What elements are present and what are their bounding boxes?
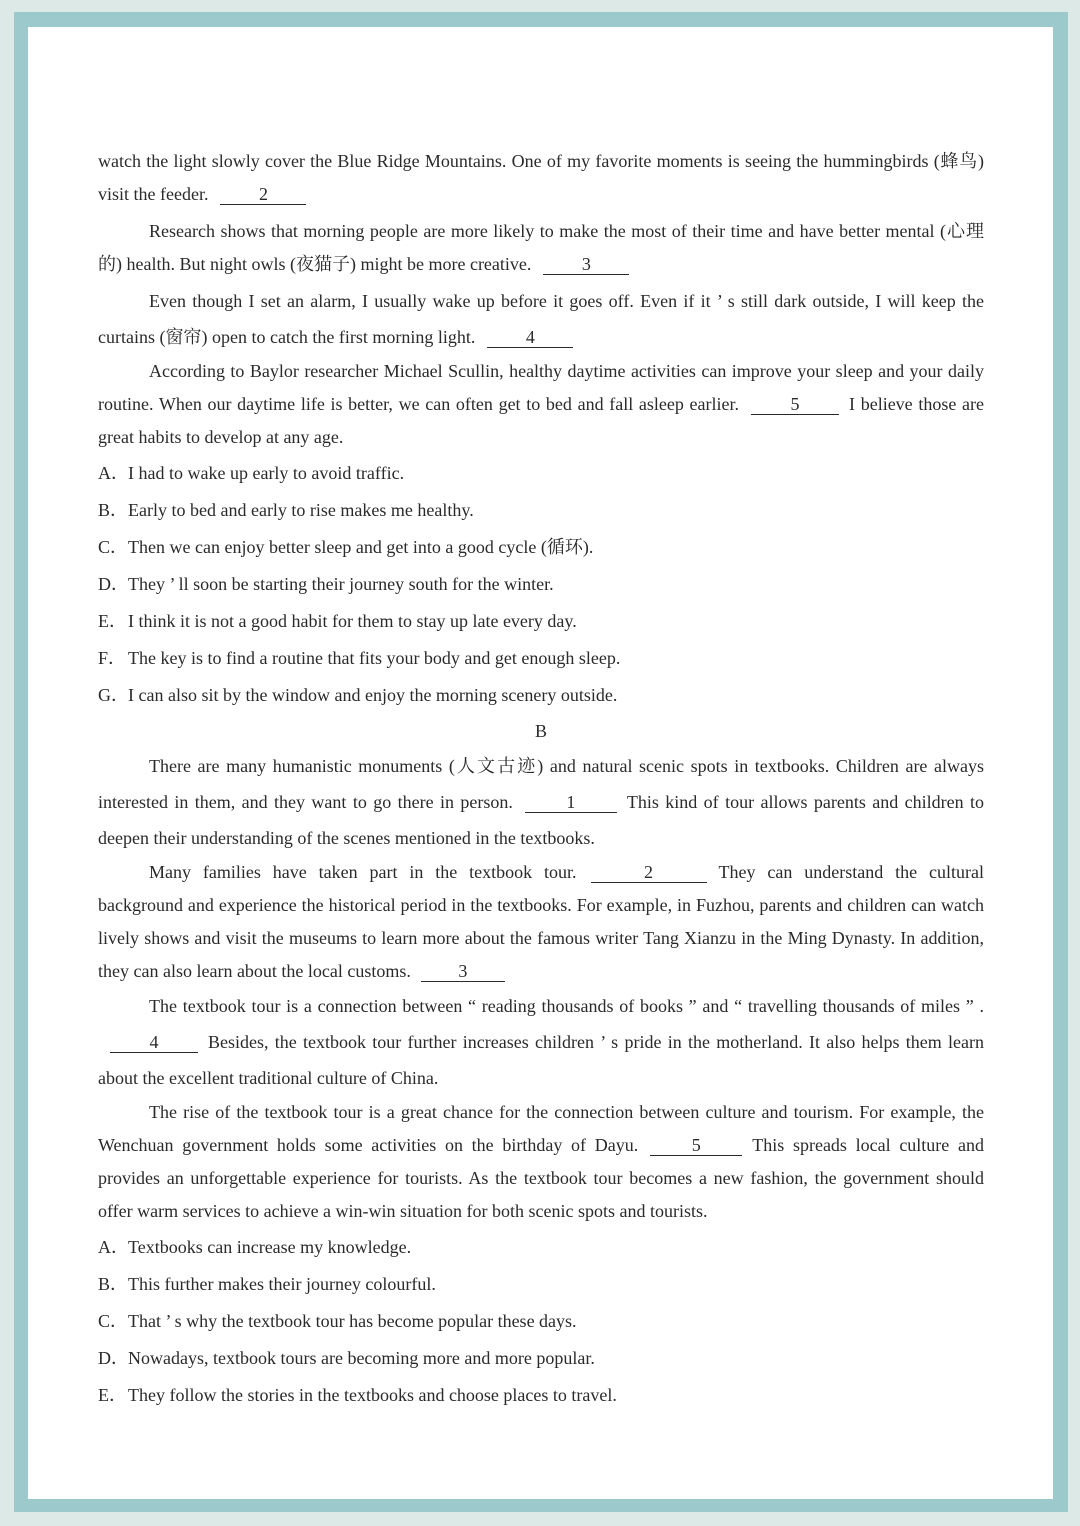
paragraph-text: Even though I set an alarm, I usually wake up before it goes off. Even if it ’ s still dark outside, I will keep the curtains (窗帘) open to catch the first morning light. <box>98 291 984 347</box>
option-letter: E． <box>98 1385 127 1405</box>
paragraph-text: Besides, the textbook tour further increases children ’ s pride in the motherland. It also helps them learn about the excellent traditional culture of China. <box>98 1032 984 1088</box>
section-b-paragraph-1 <box>98 748 984 856</box>
paragraph-text: They can understand the cultural background and experience the historical period in the textbooks. For example, in Fuzhou, parents and children can watch lively shows and visit the museums to learn more about the famous writer Tang Xianzu in the Ming Dynasty. In addition, they can also learn about the local customs. <box>98 862 984 981</box>
option-g[interactable] <box>98 677 984 714</box>
paragraph-text: The textbook tour is a connection between “ reading thousands of books ” and “ travelling thousands of miles ” . <box>149 996 984 1016</box>
answer-blank-b3[interactable]: 3 <box>421 961 505 982</box>
answer-blank-b5[interactable]: 5 <box>650 1135 742 1156</box>
option-letter: B． <box>98 1274 129 1294</box>
option-letter: F． <box>98 648 127 668</box>
option-letter: G． <box>98 685 129 705</box>
option-letter: D． <box>98 574 129 594</box>
option-text: Early to bed and early to rise makes me healthy. <box>128 500 474 520</box>
section-b-heading: B <box>534 721 547 741</box>
section-b-paragraph-4 <box>98 1096 984 1228</box>
option-text: I had to wake up early to avoid traffic. <box>128 463 405 483</box>
option-text: I think it is not a good habit for them to stay up late every day. <box>128 611 577 631</box>
option-letter: D． <box>98 1348 129 1368</box>
option-letter: C． <box>98 1311 129 1331</box>
section-a-paragraph-3 <box>98 283 984 355</box>
option-letter: B． <box>98 500 129 520</box>
option-letter: C． <box>98 537 129 557</box>
section-b-paragraph-2 <box>98 856 984 988</box>
option-f[interactable] <box>98 640 984 677</box>
paragraph-text: Research shows that morning people are more likely to make the most of their time and have better mental (心理的) health. But night owls (夜猫子) might be more creative. <box>98 221 984 274</box>
option-text: That ’ s why the textbook tour has become popular these days. <box>128 1311 577 1331</box>
paragraph-text: This spreads local culture and provides an unforgettable experience for tourists. As the textbook tour becomes a new fashion, the government should offer warm services to achieve a win-win situation for both scenic spots and tourists. <box>98 1135 984 1221</box>
option-text: I can also sit by the window and enjoy the morning scenery outside. <box>128 685 618 705</box>
answer-blank-a3[interactable]: 3 <box>543 254 629 275</box>
option-a[interactable] <box>98 1229 984 1266</box>
passage-content <box>98 145 984 1414</box>
option-c[interactable] <box>98 1303 984 1340</box>
option-text: Textbooks can increase my knowledge. <box>128 1237 412 1257</box>
answer-blank-a4[interactable]: 4 <box>487 327 573 348</box>
option-text: They follow the stories in the textbooks and choose places to travel. <box>128 1385 617 1405</box>
option-text: They ’ ll soon be starting their journey south for the winter. <box>128 574 554 594</box>
section-a-paragraph-4 <box>98 355 984 454</box>
paragraph-text: watch the light slowly cover the Blue Ridge Mountains. One of my favorite moments is seeing the hummingbirds (蜂鸟) visit the feeder. <box>98 151 984 204</box>
option-text: The key is to find a routine that fits your body and get enough sleep. <box>128 648 621 668</box>
option-d[interactable] <box>98 1340 984 1377</box>
section-a-paragraph-1 <box>98 145 984 211</box>
option-d[interactable] <box>98 566 984 603</box>
answer-blank-a5[interactable]: 5 <box>751 394 839 415</box>
answer-blank-b4[interactable]: 4 <box>110 1032 198 1053</box>
section-a-paragraph-2 <box>98 215 984 281</box>
section-b-options <box>98 1229 984 1414</box>
option-b[interactable] <box>98 492 984 529</box>
section-a-options <box>98 455 984 714</box>
document-page <box>28 27 1053 1499</box>
paragraph-text: There are many humanistic monuments (人文古迹) and natural scenic spots in textbooks. Children are always interested in them, and they want to go there in person. <box>98 756 984 812</box>
paragraph-text: According to Baylor researcher Michael Scullin, healthy daytime activities can improve your sleep and your daily routine. When our daytime life is better, we can often get to bed and fall asleep earlier. <box>98 361 984 414</box>
option-letter: A． <box>98 1237 129 1257</box>
paragraph-text: This kind of tour allows parents and children to deepen their understanding of the scenes mentioned in the textbooks. <box>98 792 984 848</box>
paragraph-text: The rise of the textbook tour is a great chance for the connection between culture and tourism. For example, the Wenchuan government holds some activities on the birthday of Dayu. <box>98 1102 984 1155</box>
option-b[interactable] <box>98 1266 984 1303</box>
paragraph-text: Many families have taken part in the textbook tour. <box>149 862 577 882</box>
option-e[interactable] <box>98 1377 984 1414</box>
option-text: Then we can enjoy better sleep and get into a good cycle (循环). <box>128 537 594 557</box>
answer-blank-a2[interactable]: 2 <box>220 184 306 205</box>
option-text: This further makes their journey colourful. <box>128 1274 436 1294</box>
option-letter: A． <box>98 463 129 483</box>
answer-blank-b1[interactable]: 1 <box>525 792 617 813</box>
section-b-paragraph-3 <box>98 988 984 1096</box>
answer-blank-b2[interactable]: 2 <box>591 862 707 883</box>
option-letter: E． <box>98 611 127 631</box>
option-a[interactable] <box>98 455 984 492</box>
paragraph-text: I believe those are great habits to develop at any age. <box>98 394 984 447</box>
option-text: Nowadays, textbook tours are becoming more and more popular. <box>128 1348 595 1368</box>
option-c[interactable] <box>98 529 984 566</box>
option-e[interactable] <box>98 603 984 640</box>
